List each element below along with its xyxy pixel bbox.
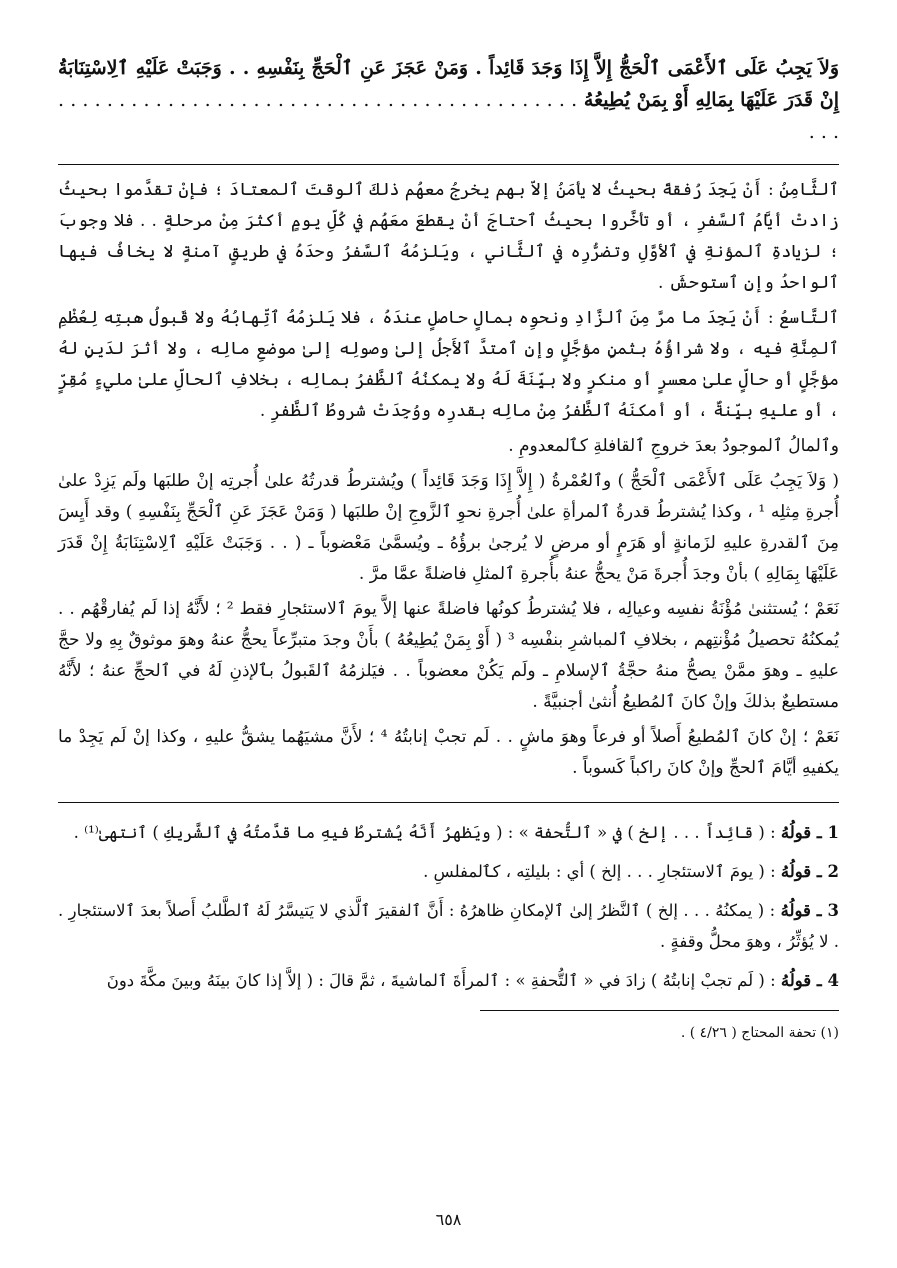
note-text: : ( يومَ ٱلاستئجارِ . . . إلخ ) أي : بليلتِه ، كٱلمفلسِ . (423, 862, 776, 881)
commentary-paragraph: ٱلثَّامِنُ : أَنْ يَجِدَ رُفقةً بحيثُ لا يأمَنُ إلاّ بهم يخرجُ معهُم ذلكَ ٱلوقتَ ٱلمعتادَ ؛ فإنْ تقدَّموا بحيثُ زادتْ أيَّامُ ٱلسَّفرِ ، أو تأخَّروا بحيثُ ٱحتاجَ أنْ يقطعَ معَهُم في كُلِّ يومٍ أكثرَ مِنْ مرحلةٍ . . فلا وجوبَ ؛ لزيادةِ ٱلمؤنةِ في ٱلأوَّلِ وتضرُّرِه في ٱلثَّاني ، ويَلزمُهُ ٱلسَّفرُ وحدَهُ في طريقٍ آمنةٍ لا يخافُ فيها ٱلواحدُ وإنِ ٱستوحشَ . (58, 180, 839, 293)
note-label: 2 ـ قولُهُ (780, 862, 839, 881)
commentary-paragraph: وٱلمالُ ٱلموجودُ بعدَ خروجِ ٱلقافلةِ كٱلمعدومِ . (508, 436, 839, 456)
matn-body: وَلاَ يَجِبُ عَلَى ٱلأَعْمَى ٱلْحَجُّ إِلاَّ إِذَا وَجَدَ قَائِداً . وَمَنْ عَجَزَ عَنِ ٱلْحَجِّ بِنَفْسِهِ . . وَجَبَتْ عَلَيْهِ ٱلِاسْتِنَابَةُ إِنْ قَدَرَ عَلَيْهَا بِمَالِهِ أَوْ بِمَنْ يُطِيعُهُ (58, 57, 839, 111)
note-text: : ( قائِداً . . . إلخ ) في « ٱلتُّحفة » : ( ويَظهرُ أَنَّهُ يُشترطُ فيهِ ما قدَّمتُهُ في ٱلشَّريكِ ) ٱنتهىٰ⁽¹⁾ . (73, 823, 776, 842)
footnote-item: (١) تحفة المحتاج ( ٤/٢٦ ) . (680, 1025, 839, 1041)
commentary (58, 175, 839, 784)
matn-dots: . . . . . . . . . . . . . . . . . . . . . . . . . . . . . . . . . . . . . . . . . . . . . . (58, 89, 839, 143)
note-label: 1 ـ قولُهُ (780, 823, 839, 842)
note-item (58, 856, 839, 887)
commentary-paragraph: نَعَمْ ؛ إنْ كانَ ٱلمُطيعُ أَصلاً أو فرعاً وهوَ ماشٍ . . لَم تجبْ إنابتُهُ ⁴ ؛ لأَنَّ مشيَهُما يشقُّ عليهِ ، وكذا إنْ لَم يَجِدْ ما يكفيهِ أيَّامَ ٱلحجِّ وإنْ كانَ راكباً كَسوباً . (58, 727, 839, 778)
note-label: 3 ـ قولُهُ (780, 901, 840, 920)
marginal-notes (58, 817, 839, 996)
page-number: ٦٥٨ (435, 1210, 462, 1229)
footnote-divider (480, 1010, 839, 1011)
commentary-paragraph: ( وَلاَ يَجِبُ عَلَى ٱلأَعْمَى ٱلْحَجُّ ) وٱلعُمْرةُ ( إِلاَّ إِذَا وَجَدَ قَائِداً ) ويُشترطُ قدرتُهُ علىٰ أُجرتِه إنْ طلبَها ولَم يَزِدْ علىٰ أُجرةِ مِثلِه ¹ ، وكذا يُشترطُ قدرةُ ٱلمرأةِ علىٰ أُجرةِ نحوِ ٱلزَّوجِ إنْ طلبَها ( وَمَنْ عَجَزَ عَنِ ٱلْحَجِّ بِنَفْسِهِ ) وقد أَيِسَ مِنَ ٱلقدرةِ عليهِ لزَمانةٍ أو هَرَمٍ أو مرضٍ لا يُرجىٰ برؤُهُ ـ ويُسمَّىٰ مَعْضوباً ـ ( . . وَجَبَتْ عَلَيْهِ ٱلِاسْتِنَابَةُ إِنْ قَدَرَ عَلَيْهَا بِمَالِهِ ) بأنْ وجدَ أُجرةَ مَنْ يحجُّ عنهُ بأُجرةِ ٱلمثلِ فاضلةً عمَّا مرَّ . (58, 471, 840, 584)
notes-divider (58, 802, 839, 803)
commentary-paragraph: ٱلتَّاسعُ : أَنْ يَجِدَ ما مرَّ مِنَ ٱلزَّادِ ونحوِه بمالٍ حاصلٍ عندَهُ ، فلا يَلزمُهُ ٱتِّهابُهُ ولا قَبولُ هبتِه لِعُظْمِ ٱلمِنَّةِ فيه ، ولا شراؤُهُ بثمنٍ مؤجَّلٍ وإنِ ٱمتدَّ ٱلأَجلُ إلىٰ وصولِه إلىٰ موضعِ مالِه ، ولا أثرَ لدَينٍ لهُ مؤجَّلٍ أو حالٍّ علىٰ معسرٍ أو منكرٍ ولا بيِّنَةَ لَهُ ولا يمكنُهُ ٱلظَّفرُ بمالِه ، بخلافِ ٱلحالِّ علىٰ مليءٍ مُقِرٍّ ، أو عليهِ بيِّنةٌ ، أو أمكنَهُ ٱلظَّفرُ مِنْ مالِه بقدرِه ووُجِدَتْ شروطُ ٱلظَّفرِ . (58, 308, 839, 421)
commentary-paragraph: نَعَمْ ؛ يُستثنىٰ مُؤْنَةُ نفسِه وعيالِه ، فلا يُشترطُ كونُها فاضلةً عنها إلاَّ يومَ ٱلاستئجارِ فقط ² ؛ لأَنَّهُ إذا لَم يُفارقْهُم . . يُمكنُهُ تحصيلُ مُؤْنتِهم ، بخلافِ ٱلمباشرِ بنفْسِه ³ ( أَوْ بِمَنْ يُطِيعُهُ ) بأَنْ وجدَ متبرِّعاً يحجُّ عنهُ وهوَ موثوقٌ بِهِ ولا حجَّ عليهِ ـ وهوَ ممَّنْ يصحُّ منهُ حجَّةُ ٱلإسلامِ ـ ولَم يَكُنْ معضوباً . . فيَلزمُهُ ٱلقَبولُ بٱلإذنِ لَهُ في ٱلحجِّ عنهُ ؛ لأَنَّهُ مستطيعٌ بذلكَ وإنْ كانَ ٱلمُطيعُ أُنثىٰ أجنبيَّةً . (58, 599, 839, 712)
note-label: 4 ـ قولُهُ (780, 971, 839, 990)
note-item (58, 895, 839, 957)
note-item (58, 817, 839, 848)
footnotes (58, 1021, 839, 1045)
note-item (58, 965, 839, 996)
note-text: : ( يمكنُهُ . . . إلخ ) ٱلنَّظرُ إلىٰ ٱلإمكانِ ظاهرُهُ : أَنَّ ٱلفقيرَ ٱلَّذي لا يَتيسَّرُ لَهُ ٱلطَّلبُ أَصلاً بعدَ ٱلاستئجارِ . . لا يُؤثِّرُ ، وهوَ محلُّ وقفةٍ . (58, 901, 839, 951)
matn-divider (58, 164, 839, 165)
note-text: : ( لَم تجبْ إنابتُهُ ) زادَ في « ٱلتُّحفةِ » : ٱلمرأَةَ ٱلماشيةَ ، ثمَّ قالَ : ( إلاَّ إذا كانَ بينَهُ وبينَ مكَّةَ دونَ (106, 971, 776, 990)
matn-text (58, 52, 839, 148)
